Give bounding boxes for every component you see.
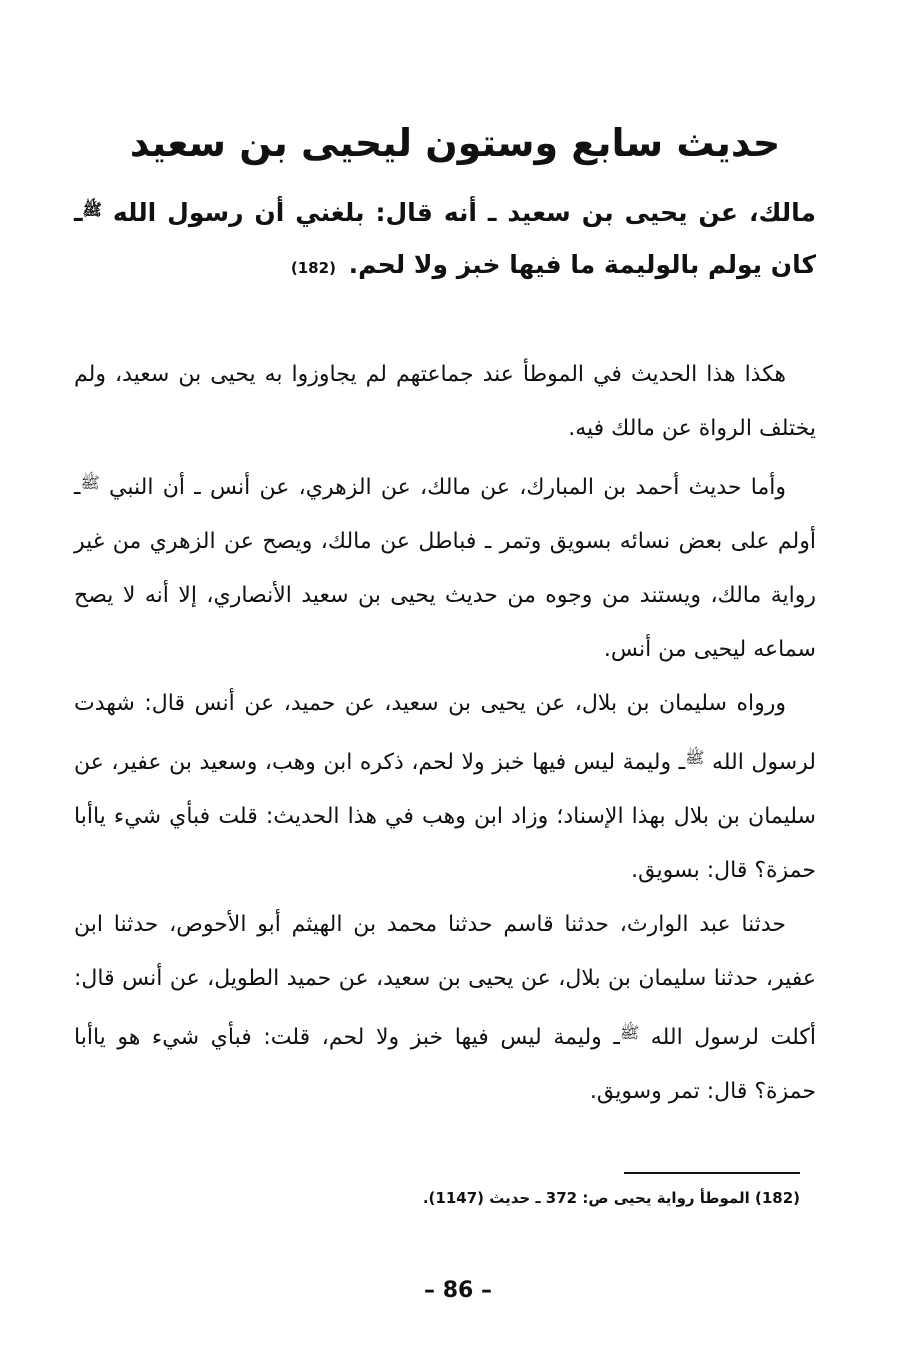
- salawat-glyph: ﷺ: [80, 473, 100, 492]
- paragraph-2: وأما حديث أحمد بن المبارك، عن مالك، عن الزهري، عن أنس ـ أن النبي $^ﷺ$ـ أولم على بعض نسائه بسويق وتمر ـ فباطل عن مالك، ويصح عن الزهري من غير رواية مالك، ويستند من وجوه من حديث يحيى بن سعيد الأنصاري، إلا أنه لا يصح سماعه ليحيى من أنس.: [74, 473, 816, 662]
- paragraph-2-after: أولم على بعض نسائه بسويق وتمر ـ فباطل عن مالك، ويصح عن الزهري من غير رواية مالك، ويستند من وجوه من حديث يحيى بن سعيد الأنصاري، إلا أنه لا يصح سماعه ليحيى من أنس.: [74, 529, 816, 662]
- paragraph-2-before: وأما حديث أحمد بن المبارك، عن مالك، عن الزهري، عن أنس ـ أن النبي: [109, 475, 786, 500]
- footnote-divider: [624, 1172, 800, 1174]
- footnote-reference: (182): [290, 259, 336, 277]
- paragraph-1: هكذا هذا الحديث في الموطأ عند جماعتهم لم يجاوزوا به يحيى بن سعيد، ولم يختلف الرواة عن مالك فيه.: [74, 362, 816, 441]
- paragraph-4-before: حدثنا عبد الوارث، حدثنا قاسم حدثنا محمد بن الهيثم أبو الأحوص، حدثنا ابن عفير، حدثنا سليمان بن بلال، عن يحيى بن سعيد، عن حميد الطويل، عن أنس قال: أكلت لرسول الله: [74, 912, 816, 1050]
- salawat-glyph: ﷺ: [82, 200, 102, 219]
- paragraph-4: حدثنا عبد الوارث، حدثنا قاسم حدثنا محمد بن الهيثم أبو الأحوص، حدثنا ابن عفير، حدثنا سليمان بن بلال، عن يحيى بن سعيد، عن حميد الطويل، عن أنس قال: أكلت لرسول الله $^ﷺ$ـ وليمة ليس فيها خبز ولا لحم، قلت: فبأي شيء هو ياأبا حمزة؟ قال: تمر وسويق.: [74, 912, 816, 1104]
- hadith-text-before: مالك، عن يحيى بن سعيد ـ أنه قال: بلغني أن رسول الله: [112, 198, 816, 227]
- salawat-glyph: ﷺ: [619, 1023, 640, 1042]
- hadith-text-after: كان يولم بالوليمة ما فيها خبز ولا لحم.: [348, 250, 816, 279]
- footnote: (182) الموطأ رواية يحيى ص: 372 ـ حديث (1147).: [422, 1189, 800, 1207]
- hadith-text: مالك، عن يحيى بن سعيد ـ أنه قال: بلغني أن رسول الله $^ﷺ$ـ كان يولم بالوليمة ما فيها خبز ولا لحم. (182): [74, 198, 816, 279]
- chapter-title: حديث سابع وستون ليحيى بن سعيد: [129, 121, 781, 165]
- paragraph-3-after: وليمة ليس فيها خبز ولا لحم، ذكره ابن وهب، وسعيد بن عفير، عن سليمان بن بلال بهذا الإسناد؛ وزاد ابن وهب في هذا الحديث: قلت فبأي شيء ياأبا حمزة؟ قال: بسويق.: [74, 750, 816, 883]
- paragraph-4-after: وليمة ليس فيها خبز ولا لحم، قلت: فبأي شيء هو ياأبا حمزة؟ قال: تمر وسويق.: [74, 1025, 816, 1104]
- salawat-glyph: ﷺ: [685, 748, 705, 767]
- paragraph-3: ورواه سليمان بن بلال، عن يحيى بن سعيد، عن حميد، عن أنس قال: شهدت لرسول الله $^ﷺ$ـ وليمة ليس فيها خبز ولا لحم، ذكره ابن وهب، وسعيد بن عفير، عن سليمان بن بلال بهذا الإسناد؛ وزاد ابن وهب في هذا الحديث: قلت فبأي شيء ياأبا حمزة؟ قال: بسويق.: [74, 691, 816, 883]
- paragraph-3-before: ورواه سليمان بن بلال، عن يحيى بن سعيد، عن حميد، عن أنس قال: شهدت لرسول الله: [74, 691, 816, 775]
- commentary-body: [74, 348, 816, 1119]
- page-number: – 86 –: [424, 1278, 492, 1303]
